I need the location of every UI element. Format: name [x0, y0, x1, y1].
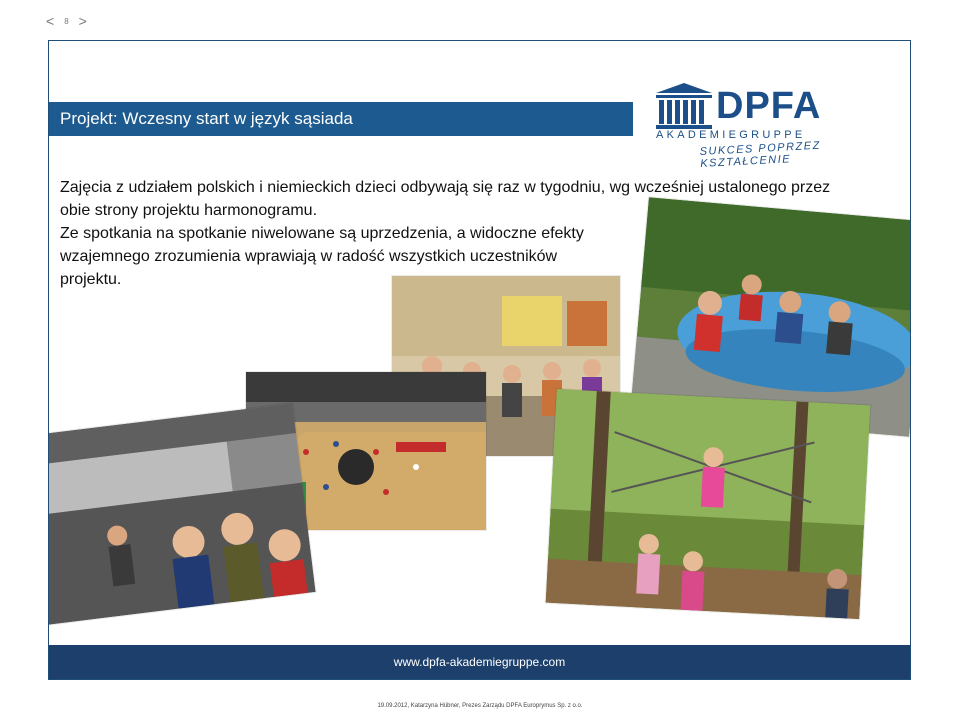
building-columns-icon — [654, 83, 714, 129]
footer-bar — [49, 645, 910, 679]
logo-brand-text: DPFA — [716, 85, 822, 127]
photo-children-on-bus — [48, 403, 316, 624]
logo-tagline: SUKCES POPRZEZ KSZTAŁCENIE — [699, 139, 822, 170]
slide-number: 8 — [64, 16, 69, 26]
slide-navigation — [46, 14, 87, 28]
previous-slide-button[interactable]: < — [46, 13, 55, 29]
slide-title: Projekt: Wczesny start w język sąsiada — [49, 102, 633, 136]
dpfa-logo — [654, 81, 884, 171]
footer-url-link[interactable]: www.dpfa-akademiegruppe.com — [393, 655, 566, 669]
body-paragraph-2: Ze spotkania na spotkanie niwelowane są uprzedzenia, a widoczne efekty wzajemnego zrozumienia wprawiają w radość wszystkich uczestników projektu. — [60, 225, 584, 288]
footer-note: 19.09.2012, Katarzyna Hübner, Prezes Zarządu DPFA Europrymus Sp. z o.o. — [377, 703, 583, 709]
photo-forest-climbing — [546, 389, 871, 619]
body-paragraph-1: Zajęcia z udziałem polskich i niemieckich dzieci odbywają się raz w tygodniu, wg wcześniej ustalonego przez obie strony projektu harmonogramu. — [60, 179, 831, 219]
next-slide-button[interactable]: > — [78, 13, 87, 29]
logo-subtitle: AKADEMIEGRUPPE — [656, 129, 806, 141]
slide-frame — [48, 40, 911, 680]
